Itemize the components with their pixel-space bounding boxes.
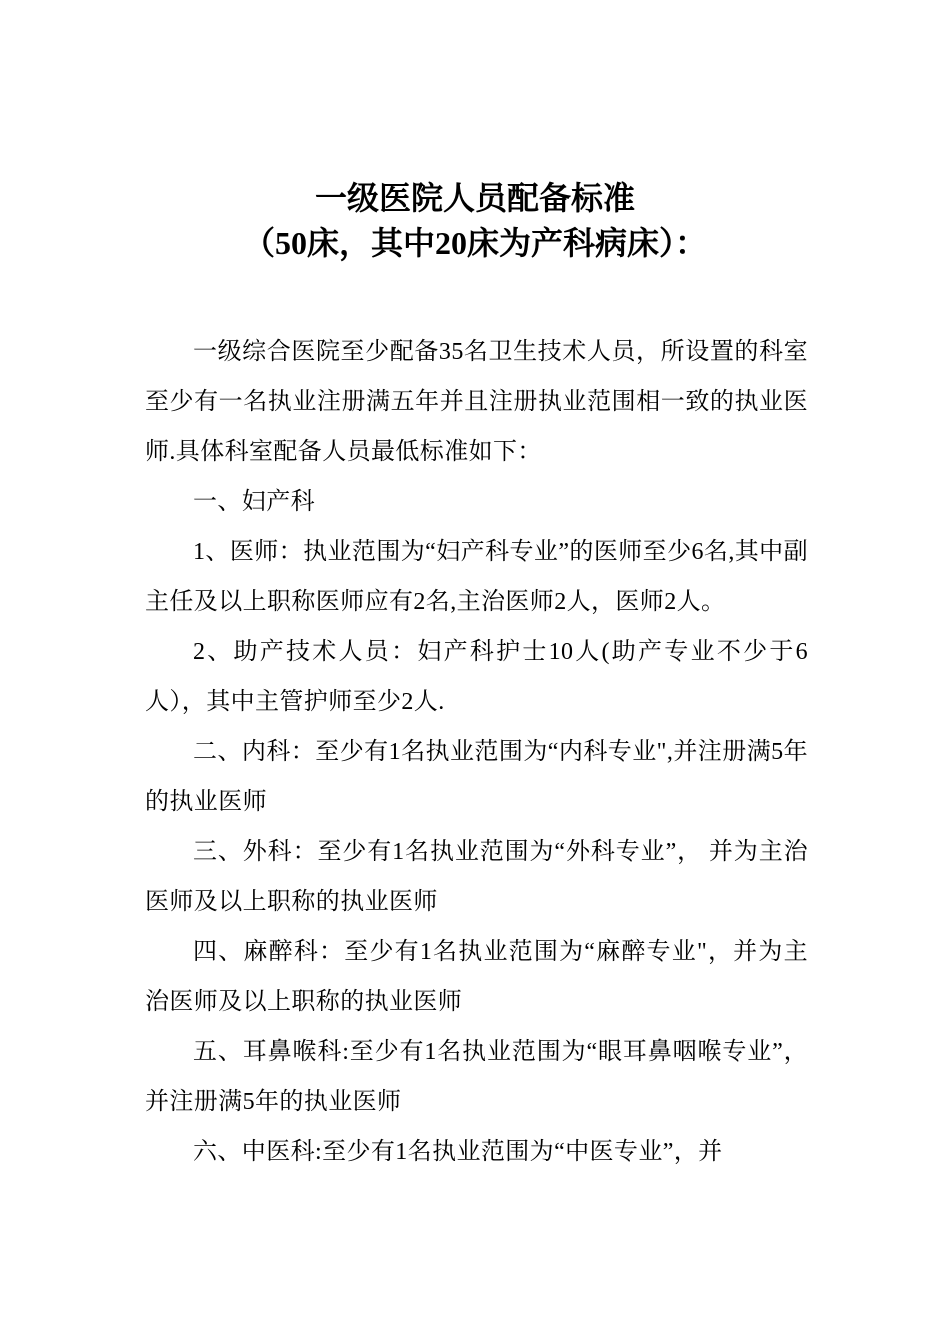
paragraph-doctors: 1、医师：执业范围为“妇产科专业”的医师至少6名,其中副主任及以上职称医师应有2名,主治医师2人，医师2人。 [145, 539, 808, 615]
paragraph-intro: 一级综合医院至少配备35名卫生技术人员，所设置的科室至少有一名执业注册满五年并且注册执业范围相一致的执业医师.具体科室配备人员最低标准如下： [145, 339, 808, 465]
paragraph-section-obstetrics: 一、妇产科 [193, 489, 315, 515]
paragraph-tcm: 六、中医科:至少有1名执业范围为“中医专业”，并 [193, 1139, 723, 1165]
paragraph-internal-medicine: 二、内科：至少有1名执业范围为“内科专业",并注册满5年的执业医师 [145, 739, 808, 815]
paragraph-ent: 五、耳鼻喉科:至少有1名执业范围为“眼耳鼻咽喉专业”，并注册满5年的执业医师 [145, 1039, 808, 1115]
paragraph-midwives: 2、助产技术人员：妇产科护士10人(助产专业不少于6人），其中主管护师至少2人. [145, 639, 808, 715]
document-title: 一级医院人员配备标准 [314, 180, 635, 216]
document-subtitle: （50床，其中20床为产科病床）： [242, 225, 707, 261]
paragraph-anesthesia: 四、麻醉科：至少有1名执业范围为“麻醉专业"，并为主治医师及以上职称的执业医师 [145, 939, 808, 1015]
paragraph-surgery: 三、外科：至少有1名执业范围为“外科专业”， 并为主治医师及以上职称的执业医师 [145, 839, 808, 915]
title-block [0, 176, 950, 266]
document-body [145, 327, 808, 1177]
